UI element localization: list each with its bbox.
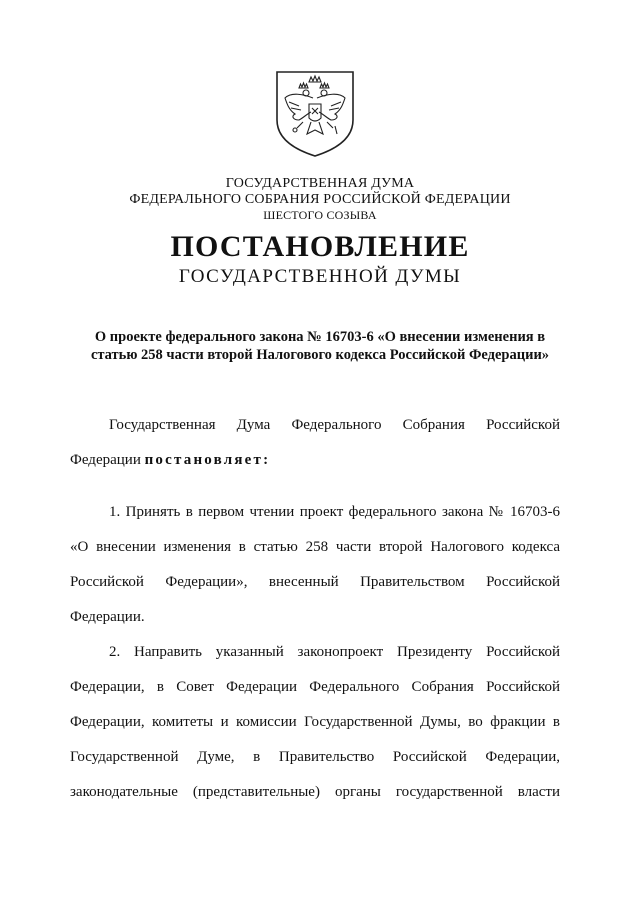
preamble-line-2 xyxy=(70,452,560,469)
paragraph-2-line-3: Федерации, комитеты и комиссии Государственной Думы, во фракции в xyxy=(70,714,560,730)
paragraph-1-line-2: «О внесении изменения в статью 258 части второй Налогового кодекса xyxy=(70,539,560,555)
paragraph-2-line-5: законодательные (представительные) органы государственной власти xyxy=(70,784,560,800)
preamble-line-1: Государственная Дума Федерального Собрания Российской xyxy=(109,417,560,433)
subject-line-2: статью 258 части второй Налогового кодекса Российской Федерации» xyxy=(90,347,550,363)
convocation-label: ШЕСТОГО СОЗЫВА xyxy=(263,208,377,222)
paragraph-2-line-4: Государственной Думе, в Правительство Российской Федерации, xyxy=(70,749,560,765)
paragraph-1-line-1: 1. Принять в первом чтении проект федерального закона № 16703-6 xyxy=(109,504,560,520)
resolution-verb: постановляет: xyxy=(144,452,271,468)
paragraph-2-line-1: 2. Направить указанный законопроект Президенту Российской xyxy=(109,644,560,660)
organization-subtitle: ФЕДЕРАЛЬНОГО СОБРАНИЯ РОССИЙСКОЙ ФЕДЕРАЦИИ xyxy=(129,192,511,207)
organization-name: ГОСУДАРСТВЕННАЯ ДУМА xyxy=(225,176,415,191)
paragraph-1-line-4: Федерации. xyxy=(70,609,145,625)
paragraph-2-line-2: Федерации, в Совет Федерации Федерального Собрания Российской xyxy=(70,679,560,695)
document-subtitle: ГОСУДАРСТВЕННОЙ ДУМЫ xyxy=(178,266,462,287)
coat-of-arms-emblem xyxy=(273,68,357,160)
subject-line-1: О проекте федерального закона № 16703-6 «О внесении изменения в xyxy=(94,329,546,345)
preamble-line-2-prefix: Федерации xyxy=(70,452,141,468)
document-title: ПОСТАНОВЛЕНИЕ xyxy=(170,230,470,263)
paragraph-1-line-3: Российской Федерации», внесенный Правительством Российской xyxy=(70,574,560,590)
